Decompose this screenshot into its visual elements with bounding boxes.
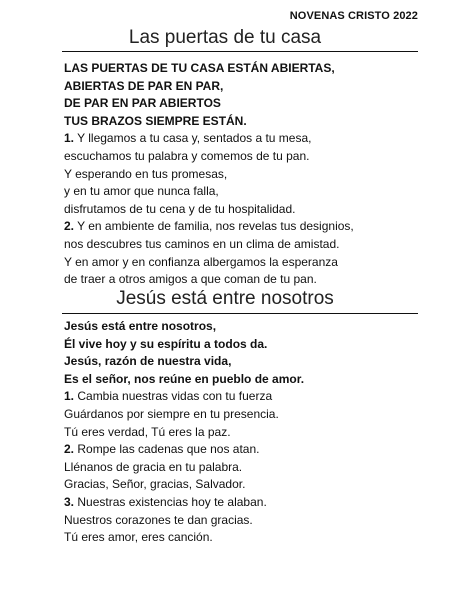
verse-text: Rompe las cadenas que nos atan. xyxy=(74,442,260,457)
verse-line xyxy=(64,388,434,406)
song-lyrics-las-puertas xyxy=(64,60,434,289)
verse-line xyxy=(64,130,434,148)
verse-number: 2. xyxy=(64,219,75,234)
verse-line: nos descubres tus caminos en un clima de amistad. xyxy=(64,236,340,251)
chorus-line: Él vive hoy y su espíritu a todos da. xyxy=(64,336,268,351)
verse-number: 1. xyxy=(64,389,75,404)
song-title-jesus-esta: Jesús está entre nosotros xyxy=(116,288,334,309)
verse-text: Y llegamos a tu casa y, sentados a tu mesa, xyxy=(74,131,312,146)
song-title-las-puertas: Las puertas de tu casa xyxy=(128,27,322,48)
verse-line: Tú eres amor, eres canción. xyxy=(64,530,213,545)
verse-line: escuchamos tu palabra y comemos de tu pan. xyxy=(64,148,310,163)
chorus-line: Es el señor, nos reúne en pueblo de amor. xyxy=(64,371,305,386)
title-divider xyxy=(62,51,418,52)
verse-line xyxy=(64,441,434,459)
verse-line: Y en amor y en confianza albergamos la esperanza xyxy=(64,254,338,269)
verse-line: y en tu amor que nunca falla, xyxy=(64,184,219,199)
verse-line xyxy=(64,494,434,512)
verse-line: disfrutamos de tu cena y de tu hospitalidad. xyxy=(64,201,296,216)
verse-number: 1. xyxy=(64,131,75,146)
verse-number: 3. xyxy=(64,494,75,509)
verse-line: Y esperando en tus promesas, xyxy=(64,166,228,181)
verse-number: 2. xyxy=(64,442,75,457)
chorus-line: Jesús está entre nosotros, xyxy=(64,319,217,333)
chorus-line: TUS BRAZOS SIEMPRE ESTÁN. xyxy=(64,113,247,128)
verse-line: Guárdanos por siempre en tu presencia. xyxy=(64,406,279,421)
chorus-line: ABIERTAS DE PAR EN PAR, xyxy=(64,78,224,93)
verse-line: Tú eres verdad, Tú eres la paz. xyxy=(64,424,231,439)
verse-line: Nuestros corazones te dan gracias. xyxy=(64,512,253,527)
verse-line xyxy=(64,218,434,236)
chorus-line: Jesús, razón de nuestra vida, xyxy=(64,354,232,369)
verse-line: de traer a otros amigos a que coman de tu pan. xyxy=(64,272,317,287)
verse-text: Y en ambiente de familia, nos revelas tus designios, xyxy=(74,219,354,234)
document-header-label: NOVENAS CRISTO 2022 xyxy=(289,10,418,22)
chorus-line: LAS PUERTAS DE TU CASA ESTÁN ABIERTAS, xyxy=(64,61,335,75)
title-divider xyxy=(62,313,418,314)
song-lyrics-jesus-esta xyxy=(64,318,434,547)
verse-text: Nuestras existencias hoy te alaban. xyxy=(74,494,267,509)
verse-line: Gracias, Señor, gracias, Salvador. xyxy=(64,477,246,492)
chorus-line: DE PAR EN PAR ABIERTOS xyxy=(64,96,221,111)
verse-line: Llénanos de gracia en tu palabra. xyxy=(64,459,243,474)
verse-text: Cambia nuestras vidas con tu fuerza xyxy=(74,389,273,404)
